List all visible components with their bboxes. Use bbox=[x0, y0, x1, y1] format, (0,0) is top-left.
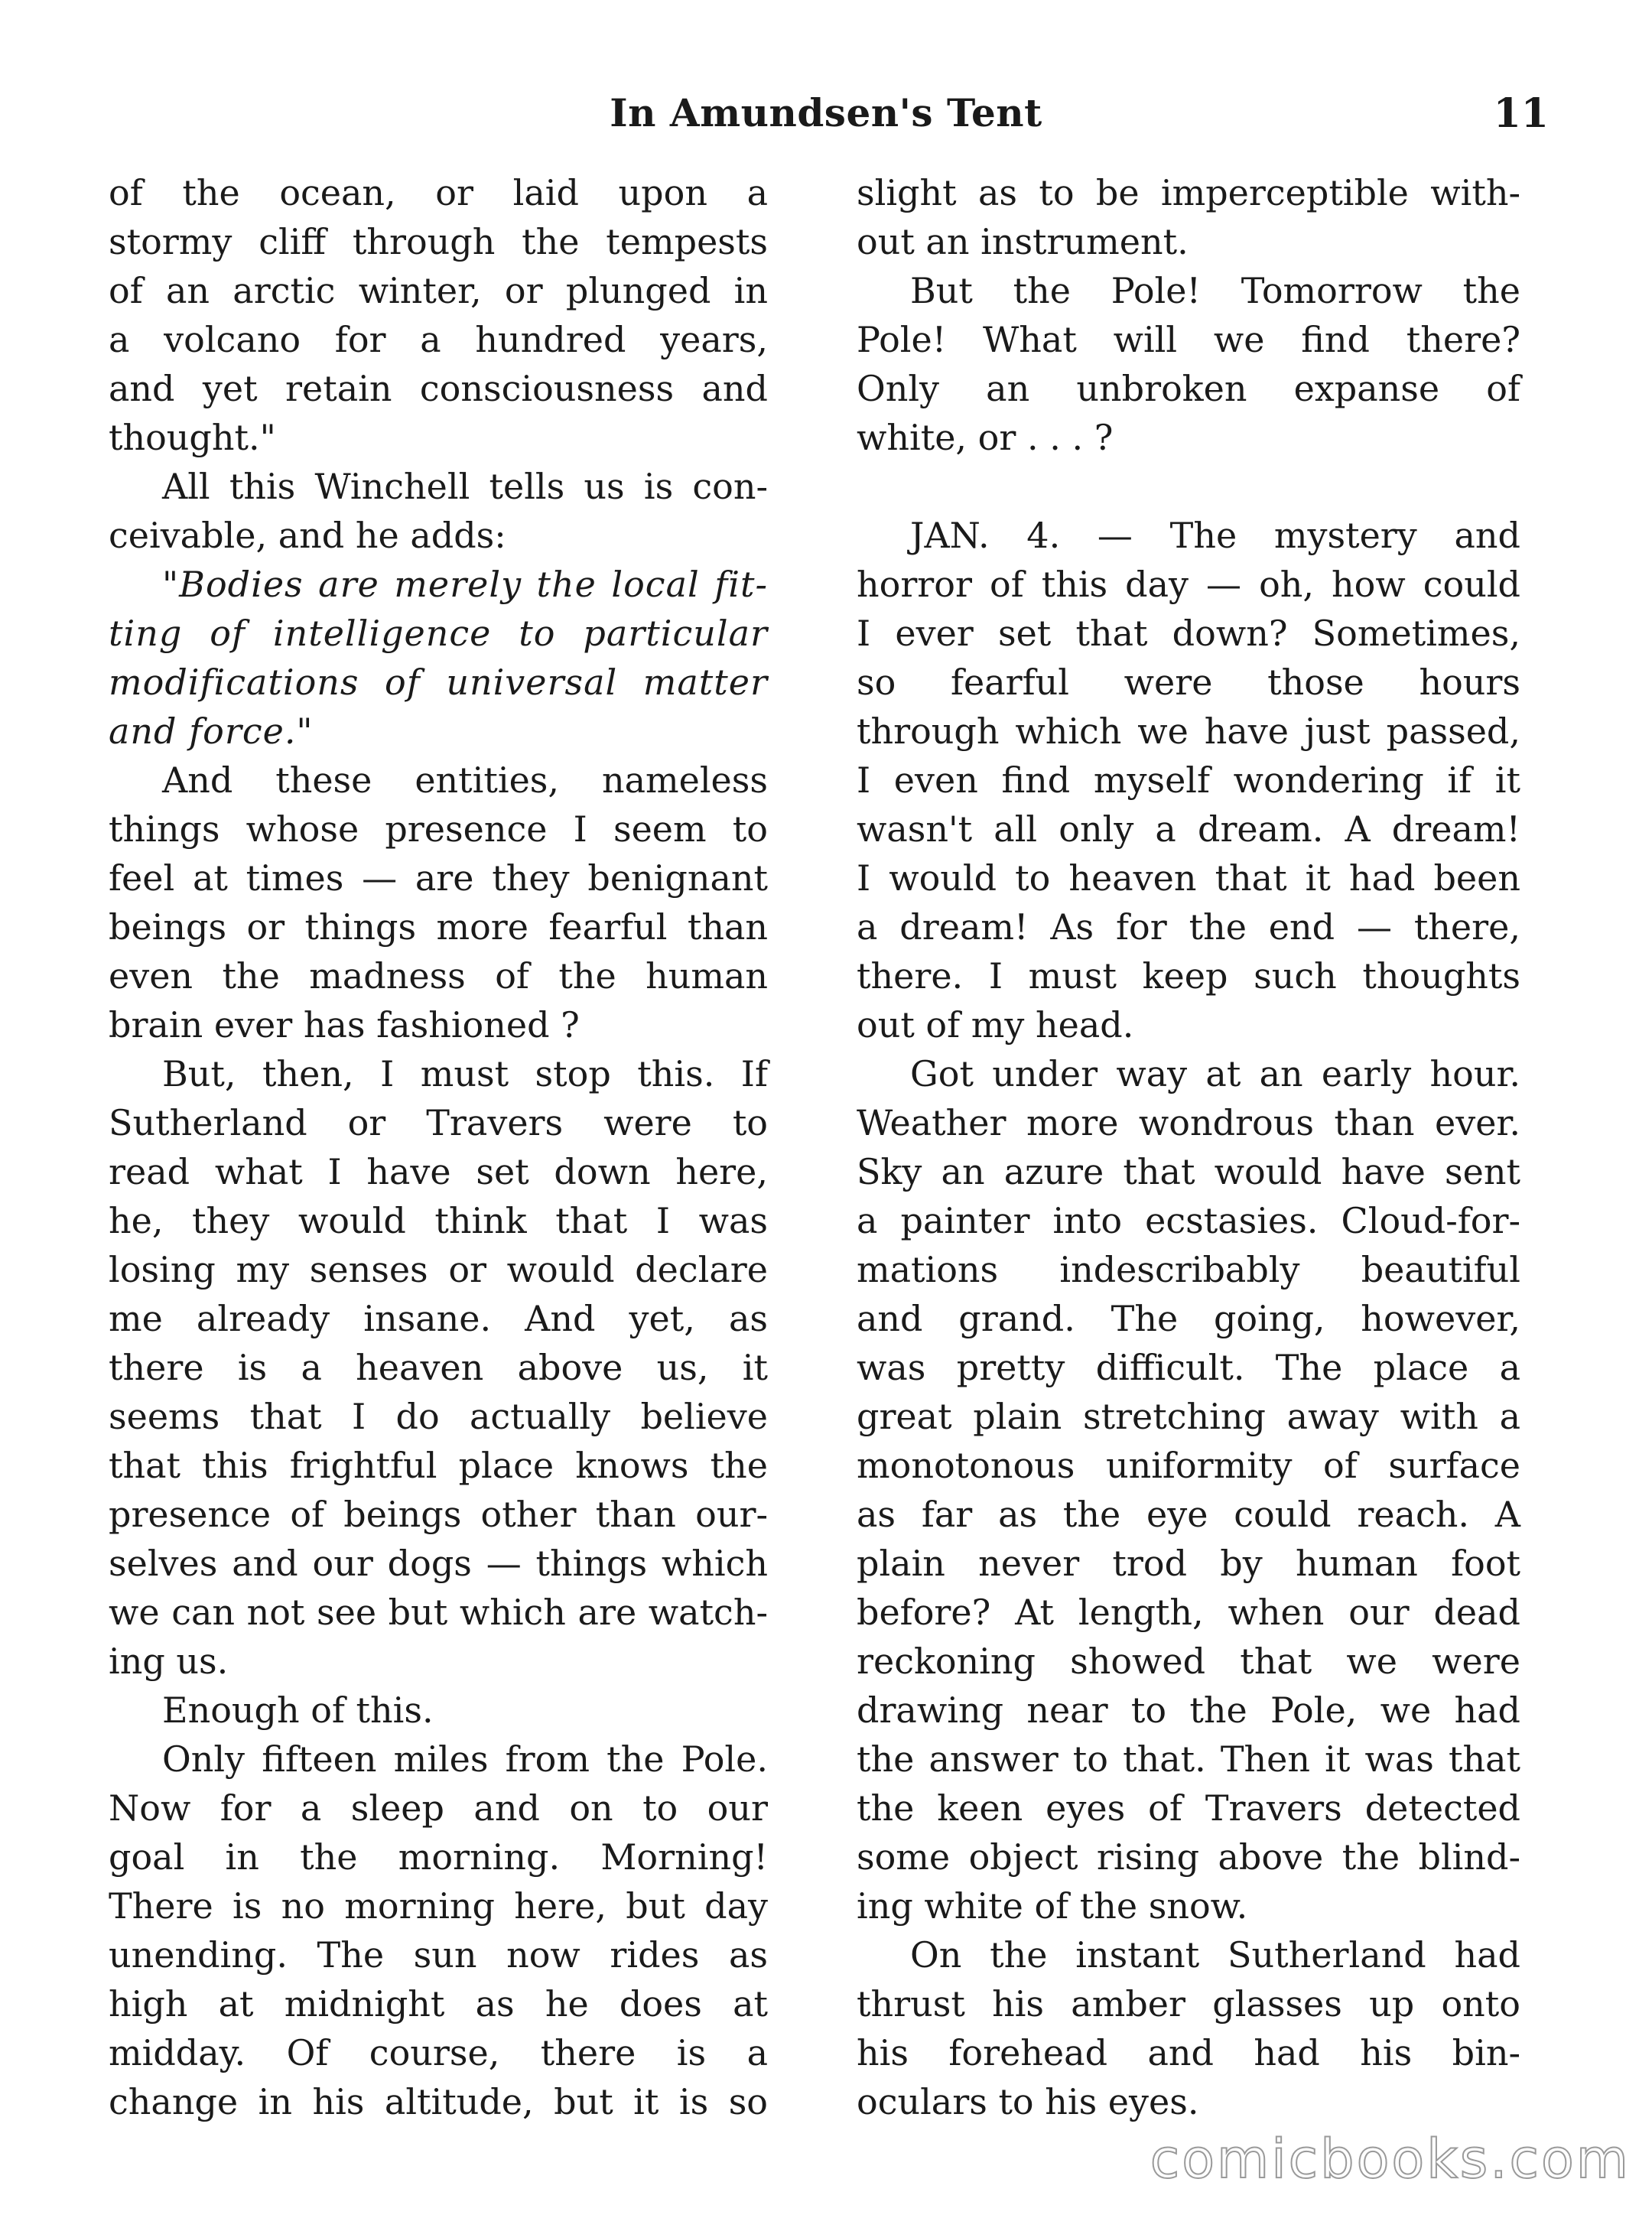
text-line: Weather more wondrous than ever. bbox=[857, 1102, 1520, 1143]
text-line: the answer to that. Then it was that bbox=[857, 1738, 1520, 1780]
text-line: out of my head. bbox=[857, 1004, 1134, 1046]
text-line: drawing near to the Pole, we had bbox=[857, 1690, 1520, 1731]
text-line: as far as the eye could reach. A bbox=[857, 1494, 1520, 1535]
text-line: There is no morning here, but day bbox=[109, 1885, 768, 1927]
text-line: there is a heaven above us, it bbox=[109, 1347, 768, 1388]
text-line: Only an unbroken expanse of bbox=[857, 368, 1520, 409]
running-header bbox=[0, 90, 1652, 151]
text-line: oculars to his eyes. bbox=[857, 2081, 1199, 2122]
text-line: before? At length, when our dead bbox=[857, 1592, 1520, 1633]
text-line: he, they would think that I was bbox=[109, 1200, 768, 1241]
text-line: I even find myself wondering if it bbox=[857, 759, 1520, 801]
text-line: losing my senses or would declare bbox=[109, 1249, 768, 1290]
text-line: JAN. 4. — The mystery and bbox=[910, 515, 1520, 556]
text-line: unending. The sun now rides as bbox=[109, 1934, 768, 1976]
text-line: I would to heaven that it had been bbox=[857, 857, 1520, 899]
section-break bbox=[857, 462, 1520, 511]
text-line: we can not see but which are watch- bbox=[109, 1592, 768, 1633]
text-line: "Bodies are merely the local fit- bbox=[162, 564, 768, 605]
text-line: seems that I do actually believe bbox=[109, 1396, 768, 1437]
text-line: ting of intelligence to particular bbox=[109, 613, 768, 654]
text-line: modifications of universal matter bbox=[109, 662, 768, 703]
text-line: a volcano for a hundred years, bbox=[109, 319, 768, 360]
text-line: slight as to be imperceptible with- bbox=[857, 172, 1520, 213]
text-line: ing white of the snow. bbox=[857, 1885, 1248, 1927]
text-line: And these entities, nameless bbox=[162, 759, 768, 801]
text-line: beings or things more fearful than bbox=[109, 906, 768, 948]
text-line: read what I have set down here, bbox=[109, 1151, 768, 1192]
left-column bbox=[109, 168, 768, 2126]
text-line: Enough of this. bbox=[162, 1690, 434, 1731]
text-line: Only fifteen miles from the Pole. bbox=[162, 1738, 768, 1780]
text-line: wasn't all only a dream. A dream! bbox=[857, 808, 1520, 850]
text-line: stormy cliff through the tempests bbox=[109, 221, 768, 262]
text-line: plain never trod by human foot bbox=[857, 1543, 1520, 1584]
text-line: of an arctic winter, or plunged in bbox=[109, 270, 768, 311]
text-line: there. I must keep such thoughts bbox=[857, 955, 1520, 997]
text-line: things whose presence I seem to bbox=[109, 808, 768, 850]
text-line: I ever set that down? Sometimes, bbox=[857, 613, 1520, 654]
text-line: But, then, I must stop this. If bbox=[162, 1053, 768, 1094]
text-line: his forehead and had his bin- bbox=[857, 2032, 1520, 2073]
text-line: reckoning showed that we were bbox=[857, 1641, 1520, 1682]
text-line: of the ocean, or laid upon a bbox=[109, 172, 768, 213]
text-line: the keen eyes of Travers detected bbox=[857, 1787, 1520, 1829]
text-line: white, or . . . ? bbox=[857, 417, 1114, 458]
text-line: On the instant Sutherland had bbox=[910, 1934, 1520, 1976]
text-line: mations indescribably beautiful bbox=[857, 1249, 1520, 1290]
text-line: Got under way at an early hour. bbox=[910, 1053, 1520, 1094]
text-line: and grand. The going, however, bbox=[857, 1298, 1520, 1339]
text-line: so fearful were those hours bbox=[857, 662, 1520, 703]
text-line: brain ever has fashioned ? bbox=[109, 1004, 580, 1046]
text-line: through which we have just passed, bbox=[857, 711, 1520, 752]
text-line: But the Pole! Tomorrow the bbox=[910, 270, 1520, 311]
text-line: ing us. bbox=[109, 1641, 229, 1682]
text-line: out an instrument. bbox=[857, 221, 1189, 262]
text-line: and yet retain consciousness and bbox=[109, 368, 768, 409]
page-number: 11 bbox=[1493, 90, 1549, 137]
text-line: was pretty difficult. The place a bbox=[857, 1347, 1520, 1388]
text-line: monotonous uniformity of surface bbox=[857, 1445, 1520, 1486]
text-line: that this frightful place knows the bbox=[109, 1445, 768, 1486]
text-line: even the madness of the human bbox=[109, 955, 768, 997]
text-line: Now for a sleep and on to our bbox=[109, 1787, 768, 1829]
right-column bbox=[857, 168, 1520, 2126]
text-line: feel at times — are they benignant bbox=[109, 857, 768, 899]
text-line: ceivable, and he adds: bbox=[109, 515, 506, 556]
text-line: thought." bbox=[109, 417, 276, 458]
text-line: goal in the morning. Morning! bbox=[109, 1836, 768, 1878]
text-line: change in his altitude, but it is so bbox=[109, 2081, 768, 2122]
text-line: high at midnight as he does at bbox=[109, 1983, 768, 2024]
page-title: In Amundsen's Tent bbox=[610, 90, 1042, 135]
text-line: All this Winchell tells us is con- bbox=[162, 466, 768, 507]
text-line: a painter into ecstasies. Cloud-for- bbox=[857, 1200, 1520, 1241]
text-line: horror of this day — oh, how could bbox=[857, 564, 1520, 605]
text-line: a dream! As for the end — there, bbox=[857, 906, 1520, 948]
text-line: and force." bbox=[109, 711, 314, 752]
text-line: selves and our dogs — things which bbox=[109, 1543, 768, 1584]
text-line: some object rising above the blind- bbox=[857, 1836, 1520, 1878]
text-line: midday. Of course, there is a bbox=[109, 2032, 768, 2073]
text-line: thrust his amber glasses up onto bbox=[857, 1983, 1520, 2024]
watermark-logo: comicbooks.com bbox=[1150, 2128, 1631, 2190]
text-line: Sutherland or Travers were to bbox=[109, 1102, 768, 1143]
text-line: me already insane. And yet, as bbox=[109, 1298, 768, 1339]
text-line: Pole! What will we find there? bbox=[857, 319, 1520, 360]
text-line: Sky an azure that would have sent bbox=[857, 1151, 1520, 1192]
text-line: presence of beings other than our- bbox=[109, 1494, 768, 1535]
text-line: great plain stretching away with a bbox=[857, 1396, 1520, 1437]
